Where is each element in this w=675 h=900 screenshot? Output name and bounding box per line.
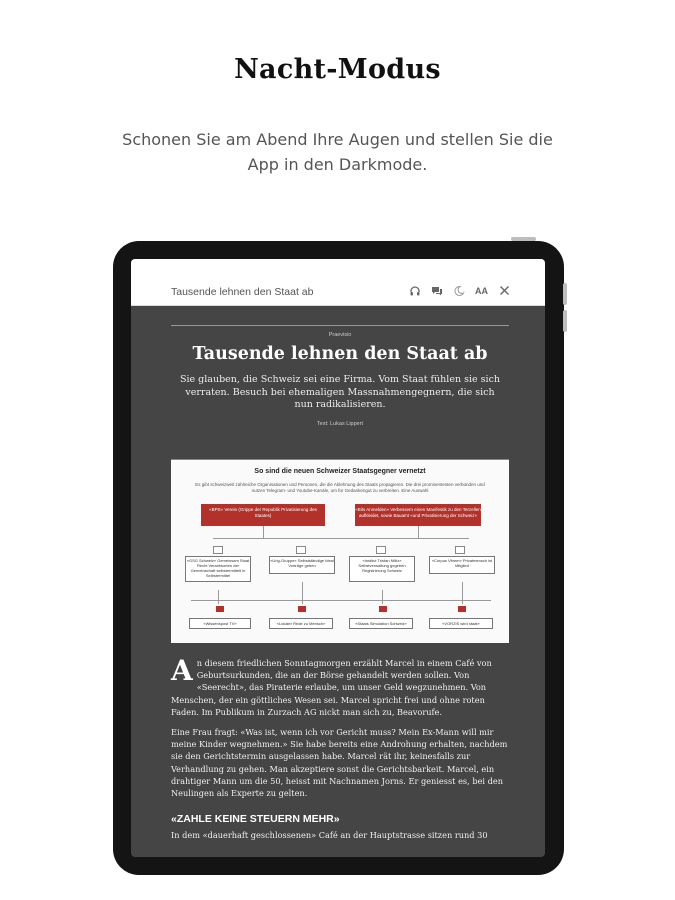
promo-title: Nacht-Modus — [234, 54, 441, 85]
graphic-chip — [455, 546, 465, 554]
graphic-chip — [213, 546, 223, 554]
paragraph-3: In dem «dauerhaft geschlossenen» Café an der Hauptstrasse sitzen rund 30 — [171, 830, 488, 841]
graphic-node: «Institut Tristan Nilitz» Selbstverwaltung gegeben Registrierung Schweiz — [349, 556, 415, 582]
graphic-chip — [376, 546, 386, 554]
top-rule — [171, 325, 509, 326]
graphic-title: So sind die neuen Schweizer Staatsgegner vernetzt — [254, 468, 426, 475]
graphic-marker — [216, 606, 224, 612]
headphones-icon[interactable] — [408, 285, 421, 298]
paragraph-1 — [171, 654, 509, 718]
app-bar — [131, 259, 545, 306]
graphic-leaf: «Lokaler Rede zu Mensch» — [269, 618, 333, 629]
article-headline: Tausende lehnen den Staat ab — [192, 344, 488, 364]
graphic-connector — [263, 526, 264, 538]
graphic-marker — [379, 606, 387, 612]
graphic-red-box: «BPS» Verein (Grippe der Republik Privatisierung des Staates) — [201, 504, 325, 526]
tablet-screen — [131, 259, 545, 857]
graphic-node: «Urig-Gruppe» Selbstständige Ideal Vorträge geben — [269, 556, 335, 574]
graphic-marker — [298, 606, 306, 612]
graphic-node: «GSG Schweiz» Gemeinsam Staat Recht Verantworten der Gemeinschaft selbstermittelt in Selbstermittel — [185, 556, 251, 582]
graphic-marker — [458, 606, 466, 612]
tablet-volume-down-button — [563, 310, 567, 332]
promo-subtitle: Schonen Sie am Abend Ihre Augen und stellen Sie die App in den Darkmode. — [122, 130, 553, 174]
graphic-leaf: «VORZIS wird staat» — [429, 618, 493, 629]
section-heading: «ZAHLE KEINE STEUERN MEHR» — [171, 813, 340, 826]
graphic-connector — [191, 600, 491, 601]
tablet-volume-up-button — [563, 283, 567, 305]
close-icon[interactable] — [498, 285, 511, 298]
graphic-leaf: «Staats Simulation Schweiz» — [349, 618, 413, 629]
graphic-description: Es gibt schweizweit zahlreiche Organisationen und Personen, die die Ablehnung des Staats propagieren. Die drei prominentesten verbünden und nutzen Telegram- und Youtube-Kanäle, um für Gedankengut zu verbreiten. Eine Auswahl — [195, 482, 485, 493]
article-lead: Sie glauben, die Schweiz sei eine Firma. Vom Staat fühlen sie sich verraten. Besuch bei ehemaligen Massnahmengegnern, die sich nun radikalisieren. — [179, 374, 501, 410]
app-bar-title: Tausende lehnen den Staat ab — [171, 286, 314, 298]
article-header — [171, 325, 509, 427]
graphic-node: «Corpus Vitrem» Privatmensch ist Mitglied — [429, 556, 495, 574]
graphic-connector — [218, 590, 219, 604]
comments-icon[interactable] — [430, 285, 443, 298]
article-body — [171, 654, 509, 842]
graphic-red-box: «Bits Anmelden» Verbessern einen Manifestik zu den Terzellen aufkleidet, sowie Bauamt «und Privatisierung der Schweiz» — [355, 504, 481, 526]
graphic-leaf: «Wissenspost TV» — [189, 618, 251, 629]
graphic-connector — [418, 526, 419, 538]
graphic-chip — [296, 546, 306, 554]
app-bar-actions — [408, 285, 511, 298]
text-size-icon[interactable] — [474, 285, 489, 298]
article-byline: Text: Lukas Lippert — [316, 420, 364, 427]
moon-icon[interactable] — [452, 285, 465, 298]
graphic-connector — [382, 590, 383, 604]
graphic-connector — [213, 538, 469, 539]
tablet-power-button — [511, 237, 536, 241]
dropcap: A — [171, 654, 193, 687]
network-graphic[interactable] — [171, 459, 509, 643]
text-size-label: AA — [475, 286, 488, 296]
paragraph-1-text: n diesem friedlichen Sonntagmorgen erzählt Marcel in einem Café von Geburtsurkunden, die an der Börse gehandelt werden sollen. Von «Seerecht», das Piraterie erlaube, um unser Geld wegzunehmen. Von Menschen, der ein göttliches Wesen sei. Marcel spricht frei und ohne roten Faden. Im Publikum in Zurzach AG nickt man sich zu, Beavorufe. — [171, 658, 492, 717]
article-kicker: Praevisio — [328, 332, 352, 338]
paragraph-2: Eine Frau fragt: «Was ist, wenn ich vor Gericht muss? Mein Ex-Mann will mir meine Kinder wegnehmen.» Sie habe bereits eine Androhung erhalten, nachdem sie den Gerichtstermin ausgelassen habe. Marcel rät ihr, keinesfalls zur Verhandlung zu gehen. Man akzeptiere sonst die Gerichtsbarkeit. Marcel, ein drahtiger Mann um die 50, heisst mit Nachnamen Jorns. Er geniesst es, bei den Neulingen als Experte zu gelten. — [171, 727, 508, 799]
